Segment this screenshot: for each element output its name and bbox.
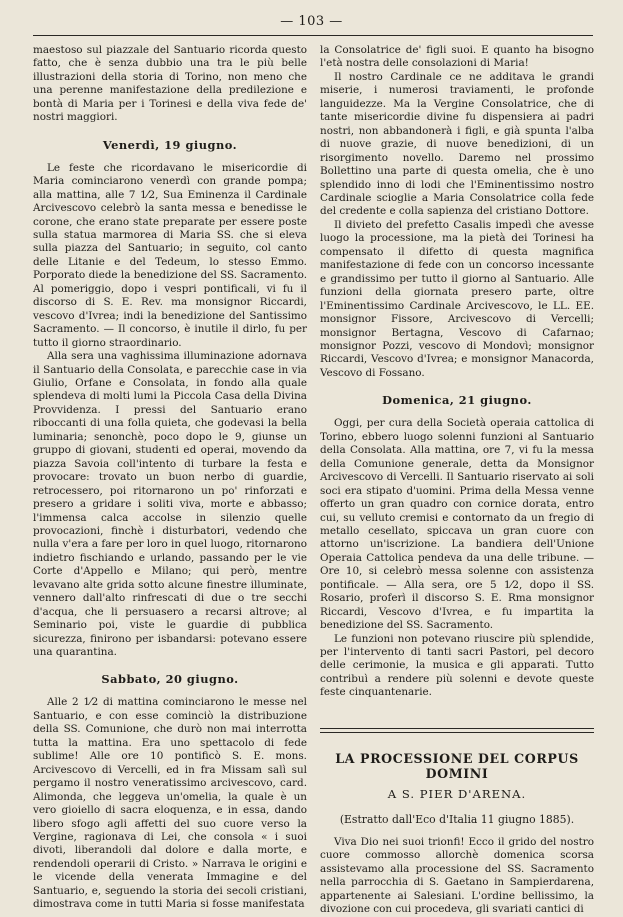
article-source: (Estratto dall'Eco d'Italia 11 giugno 1885). — [339, 812, 575, 826]
paragraph: Le feste che ricordavano le misericordie di Maria cominciarono venerdì con grande pompa; alla mattina, alle 7 1⁄2, Sua Eminenza il Cardinale Arcivescovo celebrò la santa messa e benedisse le corone, che erano state preparate per essere poste sulla statua marmorea di Maria SS. che si eleva sulla piazza del Santuario; in seguito, col canto delle Litanie e del Tedeum, lo stesso Emmo. Porporato diede la benedizione del SS. Sacramento. Al pomeriggio, dopo i vespri pontificali, vi fu il discorso di S. E. Rev. ma monsignor Riccardi, vescovo d'Ivrea; indi la benedizione del Santissimo Sacramento. — Il concorso, è inutile il dirlo, fu per tutto il giorno straordinario. — [33, 161, 307, 349]
paragraph: Il nostro Cardinale ce ne additava le grandi miserie, i numerosi traviamenti, le profonde languidezze. Ma la Vergine Consolatrice, che di tante misericordie divine fu dispensiera ai padri nostri, non abbandonerà i figli, e già spunta l'alba di nuove grazie, di nuove benedizioni, di un risorgimento novello. Daremo nel prossimo Bollettino una parte di questa omelia, che è uno splendido inno di lodi che l'Eminentissimo nostro Cardinale scioglie a Maria Consolatrice colla fede del credente e colla sapienza del cristiano Dottore. — [320, 70, 594, 218]
paragraph: Oggi, per cura della Società operaia cattolica di Torino, ebbero luogo solenni funzioni al Santuario della Consolata. Alla mattina, ore 7, vi fu la messa della Comunione generale, detta da Monsignor Arcivescovo di Vercelli. Il Santuario riservato ai soli soci era stipato d'uomini. Prima della Messa venne offerto un gran quadro con cornice dorata, entro cui, su velluto cremisi e contornato da un fregio di metallo cesellato, spiccava un gran cuore con attorno un'iscrizione. La bandiera dell'Unione Operaia Cattolica pendeva da una delle tribune. — Ore 10, si celebrò messa solenne con assistenza pontificale. — Alla sera, ore 5 1⁄2, dopo il SS. Rosario, proferì il discorso S. E. Rma monsignor Riccardi, Vescovo d'Ivrea, e fu impartita la benedizione del SS. Sacramento. — [320, 417, 594, 632]
section-heading: Venerdì, 19 giugno. — [102, 137, 238, 152]
paragraph: Alle 2 1⁄2 di mattina cominciarono le messe nel Santuario, e con esse cominciò la distribuzione della SS. Comunione, che durò non mai interrotta tutta la mattina. Era uno spettacolo di fede sublime! Alle ore 10 pontificò S. E. mons. Arcivescovo di Vercelli, ed in fra Missam salì sul pergamo il nostro veneratissimo arcivescovo, card. Alimonda, che leggeva un'omelia, la quale è un vero gioiello di sacra eloquenza, e in essa, dando libero sfogo agli affetti del suo cuore verso la Vergine, ragionava di Lei, che consola « i suoi divoti, liberandoli dal dolore e dalla morte, e rendendoli operarii di Cristo. » Narrava le origini e le vicende della venerata Immagine e del Santuario, e, seguendo la storia dei secoli cristiani, dimostrava come in tutti Maria si fosse manifestata — [33, 696, 307, 911]
header-rule — [33, 35, 593, 36]
article-title: LA PROCESSIONE DEL CORPUS DOMINI — [335, 750, 579, 781]
section-divider — [320, 728, 594, 733]
paragraph: Le funzioni non potevano riuscire più splendide, per l'intervento di tanti sacri Pastori, pel decoro delle cerimonie, la musica e gli apparati. Tutto contribuì a rendere più solenni e devote queste feste cinquantenarie. — [320, 632, 594, 699]
page-number: — 103 — — [280, 14, 343, 29]
section-heading: Sabbato, 20 giugno. — [101, 672, 239, 687]
paragraph: Viva Dio nei suoi trionfi! Ecco il grido del nostro cuore commosso allorchè domenica scorsa assistevamo alla processione del SS. Sacramento nella parrocchia di S. Gaetano in Sampierdarena, appartenente ai Salesiani. L'ordine bellissimo, la divozione con cui procedeva, gli svariati cantici di — [320, 835, 594, 916]
paragraph: Il divieto del prefetto Casalis impedì che avesse luogo la processione, ma la pietà dei Torinesi ha compensato il difetto di questa magnifica manifestazione di fede con un concorso incessante e grandissimo per tutto il giorno al Santuario. Alle funzioni della giornata presero parte, oltre l'Eminentissimo Cardinale Arcivescovo, le LL. EE. monsignor Fissore, Arcivescovo di Vercelli; monsignor Bertagna, Vescovo di Cafarnao; monsignor Pozzi, vescovo di Mondovì; monsignor Riccardi, Vescovo d'Ivrea; e monsignor Manacorda, Vescovo di Fossano. — [320, 218, 594, 379]
section-heading: Domenica, 21 giugno. — [382, 393, 532, 408]
article-subtitle: A S. PIER D'ARENA. — [387, 786, 527, 801]
left-column — [33, 44, 307, 912]
right-column — [320, 44, 594, 917]
paragraph: Alla sera una vaghissima illuminazione adornava il Santuario della Consolata, e parecchie case in via Giulio, Orfane e Consolata, in fondo alla quale splendeva di molti lumi la Piccola Casa della Divina Provvidenza. I pressi del Santuario erano riboccanti di una folla quieta, che godevasi la bella luminaria; senonchè, poco dopo le 9, giunse un gruppo di giovani, studenti ed operai, movendo da piazza Savoia coll'intento di turbare la festa e provocare: trovato un buon nerbo di guardie, retrocessero, poi ritornarono un po' rinforzati e presero a gridare i soliti viva, morte e abbasso; l'immensa calca accolse in silenzio quelle provocazioni, finchè i disturbatori, vedendo che nulla v'era a fare per loro in quel luogo, ritornarono indietro fischiando e urlando, passando per le vie Corte d'Appello e Milano; qui però, mentre levavano alte grida sotto alcune finestre illuminate, vennero dall'alto rinfrescati di due o tre secchi d'acqua, che li persuasero a recarsi altrove; al Seminario poi, viste le guardie di pubblica sicurezza, finirono per isbandarsi: potevano essere una quarantina. — [33, 350, 307, 659]
paragraph: la Consolatrice de' figli suoi. E quanto ha bisogno l'età nostra delle consolazioni di Maria! — [320, 44, 594, 70]
paragraph: maestoso sul piazzale del Santuario ricorda questo fatto, che è senza dubbio una tra le più belle illustrazioni della storia di Torino, non meno che una perenne manifestazione della predilezione e bontà di Maria per i Torinesi e della viva fede de' nostri maggiori. — [33, 44, 307, 124]
